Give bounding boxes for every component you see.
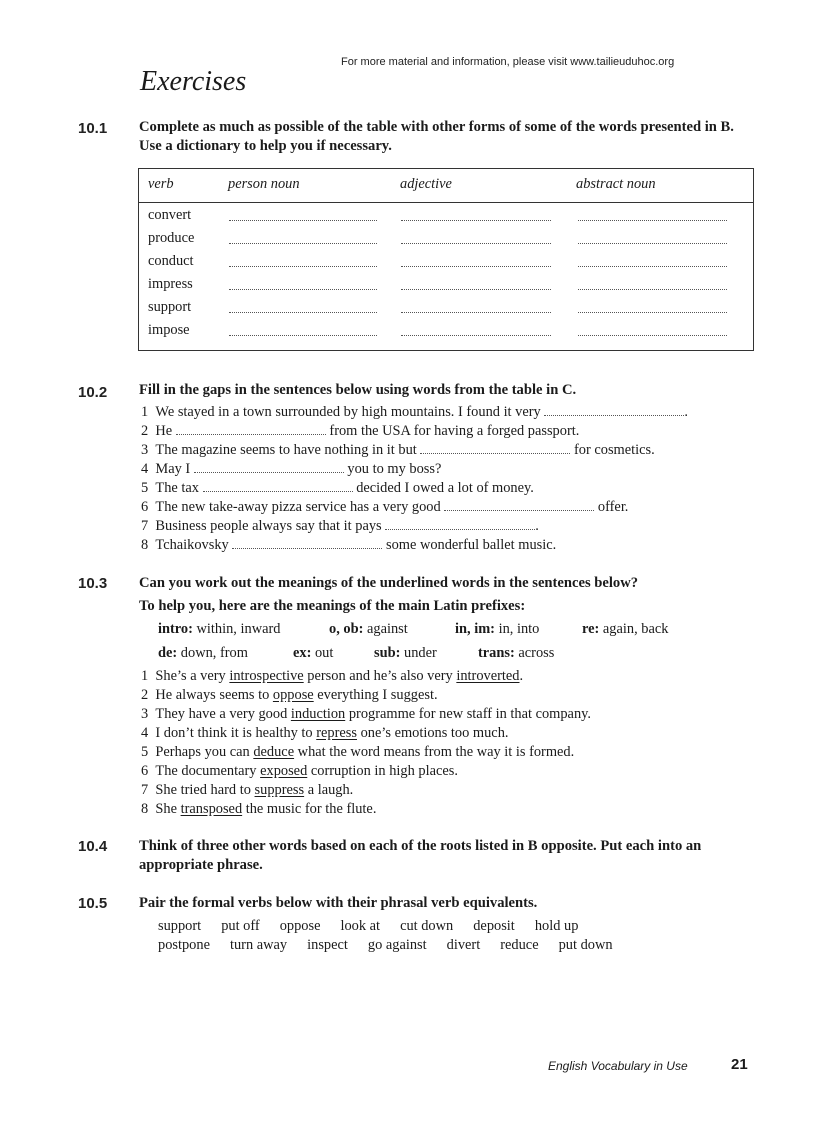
verb-item: inspect [307, 937, 348, 953]
sentence-text: Tchaikovsky [155, 537, 229, 553]
sentence-number: 6 [141, 499, 149, 515]
sentence-number: 8 [141, 537, 149, 553]
underlined-word: suppress [254, 782, 305, 798]
sentence-text: some wonderful ballet music. [385, 537, 557, 553]
verb-item: postpone [158, 937, 210, 953]
prefix-list [158, 620, 280, 639]
prefix-list [582, 620, 668, 639]
word-forms-table [138, 168, 754, 351]
verb-item: deposit [473, 918, 515, 934]
prefix-meaning: against [367, 621, 408, 637]
answer-blank[interactable] [232, 536, 382, 549]
underlined-word: induction [290, 706, 346, 722]
prefix-key: de: [158, 645, 178, 661]
table-row [139, 207, 753, 230]
sentence [141, 536, 556, 555]
answer-blank[interactable] [229, 266, 377, 267]
answer-blank[interactable] [578, 220, 727, 221]
answer-blank[interactable] [420, 441, 570, 454]
sentence [141, 743, 574, 762]
verb-item: divert [446, 937, 481, 953]
answer-blank[interactable] [385, 517, 535, 530]
prefix-key: ex: [293, 645, 312, 661]
table-row-word: impose [148, 322, 190, 338]
answer-blank[interactable] [401, 266, 551, 267]
sentence-text: Perhaps you can [155, 744, 254, 760]
table-row [139, 322, 753, 345]
exercise-instruction: Complete as much as possible of the table with other forms of some of the words presented in B. Use a dictionary to help you if necessary. [139, 119, 734, 154]
verb-item: cut down [400, 918, 454, 934]
sentence-number: 3 [141, 442, 149, 458]
underlined-word: transposed [180, 801, 243, 817]
exercise-subinstruction: To help you, here are the meanings of the main Latin prefixes: [139, 598, 526, 614]
book-title: English Vocabulary in Use [548, 1059, 688, 1073]
answer-blank[interactable] [578, 243, 727, 244]
sentence-number: 1 [141, 668, 149, 684]
verb-item: reduce [500, 937, 539, 953]
prefix-meaning: within, inward [196, 621, 281, 637]
prefix-meaning: again, back [602, 621, 669, 637]
sentence-text: We stayed in a town surrounded by high mountains. I found it very [155, 404, 541, 420]
verb-item: look at [340, 918, 381, 934]
prefix-key: sub: [374, 645, 401, 661]
sentence [141, 800, 376, 819]
sentence [141, 781, 353, 800]
prefix-meaning: in, into [498, 621, 540, 637]
sentence-text: offer. [597, 499, 629, 515]
sentence-text: He always seems to [155, 687, 273, 703]
sentence-text: the music for the flute. [242, 801, 377, 817]
sentence [141, 724, 509, 743]
answer-blank[interactable] [578, 266, 727, 267]
verb-list [158, 917, 598, 936]
table-row-word: support [148, 299, 192, 315]
prefix-meaning: under [404, 645, 437, 661]
sentence-text: one’s emotions too much. [357, 725, 509, 741]
verb-item: hold up [534, 918, 579, 934]
table-header-cell: person noun [228, 176, 300, 192]
answer-blank[interactable] [444, 498, 594, 511]
table-header-cell: abstract noun [576, 176, 656, 192]
table-row-word: convert [148, 207, 192, 223]
exercise-number: 10.3 [78, 575, 108, 592]
table-header [139, 169, 753, 203]
prefix-key: trans: [478, 645, 515, 661]
sentence-number: 5 [141, 744, 149, 760]
prefix-key: intro: [158, 621, 193, 637]
answer-blank[interactable] [578, 335, 727, 336]
prefix-meaning: down, from [180, 645, 248, 661]
exercise-number: 10.4 [78, 838, 108, 855]
sentence-text: what the word means from the way it is formed. [294, 744, 575, 760]
exercise-instruction: Fill in the gaps in the sentences below using words from the table in C. [139, 382, 577, 398]
answer-blank[interactable] [578, 312, 727, 313]
sentence [141, 517, 539, 536]
sentence [141, 705, 591, 724]
sentence [141, 460, 441, 479]
prefix-key: in, im: [455, 621, 495, 637]
sentence [141, 479, 534, 498]
page-title: Exercises [140, 66, 247, 97]
sentence-text: you to my boss? [347, 461, 442, 477]
sentence-text: decided I owed a lot of money. [356, 480, 534, 496]
answer-blank[interactable] [578, 289, 727, 290]
sentence-number: 3 [141, 706, 149, 722]
answer-blank[interactable] [229, 289, 377, 290]
answer-blank[interactable] [401, 289, 551, 290]
sentence-text: The new take-away pizza service has a very good [155, 499, 441, 515]
table-row-word: impress [148, 276, 193, 292]
answer-blank[interactable] [229, 312, 377, 313]
sentence-text: from the USA for having a forged passport. [329, 423, 580, 439]
underlined-word: exposed [260, 763, 308, 779]
sentence [141, 422, 579, 441]
prefix-list [374, 644, 437, 663]
verb-list [158, 936, 633, 955]
sentence-text: The documentary [155, 763, 261, 779]
sentence-number: 5 [141, 480, 149, 496]
answer-blank[interactable] [401, 243, 551, 244]
answer-blank[interactable] [176, 422, 326, 435]
sentence-text: The magazine seems to have nothing in it but [155, 442, 417, 458]
table-row [139, 230, 753, 253]
table-row-word: produce [148, 230, 195, 246]
sentence-text: She’s a very [155, 668, 230, 684]
page-number: 21 [731, 1056, 748, 1073]
prefix-key: re: [582, 621, 600, 637]
table-header-cell: adjective [400, 176, 452, 192]
sentence-number: 7 [141, 782, 149, 798]
sentence-text: everything I suggest. [313, 687, 438, 703]
underlined-word: introverted [456, 668, 520, 684]
table-header-cell: verb [148, 176, 174, 192]
answer-blank[interactable] [194, 460, 344, 473]
sentence-number: 4 [141, 725, 149, 741]
sentence-number: 6 [141, 763, 149, 779]
answer-blank[interactable] [203, 479, 353, 492]
prefix-key: o, ob: [329, 621, 364, 637]
table-row [139, 299, 753, 322]
sentence-text: Business people always say that it pays [155, 518, 382, 534]
sentence-text: corruption in high places. [307, 763, 458, 779]
sentence-text: a laugh. [304, 782, 354, 798]
verb-item: put off [221, 918, 260, 934]
sentence-text: The tax [155, 480, 199, 496]
prefix-list [293, 644, 333, 663]
sentence-text: They have a very good [155, 706, 291, 722]
sentence-text: I don’t think it is healthy to [155, 725, 317, 741]
sentence [141, 686, 438, 705]
table-row [139, 253, 753, 276]
sentence-text: for cosmetics. [574, 442, 655, 458]
verb-item: support [158, 918, 202, 934]
underlined-word: oppose [272, 687, 314, 703]
exercise-number: 10.2 [78, 384, 108, 401]
underlined-word: introspective [229, 668, 304, 684]
sentence-text: . [535, 518, 539, 534]
table-row-word: conduct [148, 253, 194, 269]
answer-blank[interactable] [544, 403, 684, 416]
answer-blank[interactable] [229, 335, 377, 336]
sentence-text: person and he’s also very [303, 668, 457, 684]
exercise-instruction: Think of three other words based on each of the roots listed in B opposite. Put each into an appropriate phrase. [139, 838, 702, 873]
verb-item: turn away [229, 937, 288, 953]
sentence-text: He [155, 423, 173, 439]
sentence-number: 8 [141, 801, 149, 817]
answer-blank[interactable] [401, 220, 551, 221]
sentence [141, 762, 458, 781]
sentence-text: May I [155, 461, 191, 477]
prefix-meaning: across [518, 645, 555, 661]
answer-blank[interactable] [401, 335, 551, 336]
prefix-list [478, 644, 554, 663]
prefix-list [329, 620, 408, 639]
answer-blank[interactable] [229, 220, 377, 221]
sentence-number: 2 [141, 687, 149, 703]
prefix-list [158, 644, 248, 663]
verb-item: go against [367, 937, 427, 953]
prefix-list [455, 620, 539, 639]
sentence-text: She tried hard to [155, 782, 255, 798]
prefix-meaning: out [314, 645, 334, 661]
answer-blank[interactable] [401, 312, 551, 313]
sentence-number: 2 [141, 423, 149, 439]
exercise-number: 10.5 [78, 895, 108, 912]
exercise-instruction: Can you work out the meanings of the underlined words in the sentences below? [139, 575, 639, 591]
sentence-number: 4 [141, 461, 149, 477]
sentence-text: She [155, 801, 181, 817]
answer-blank[interactable] [229, 243, 377, 244]
sentence-text: . [519, 668, 524, 684]
sentence-text: . [684, 404, 688, 420]
verb-item: oppose [279, 918, 321, 934]
exercise-number: 10.1 [78, 120, 108, 137]
table-row [139, 276, 753, 299]
header-note: For more material and information, please visit www.tailieuduhoc.org [341, 56, 675, 68]
underlined-word: repress [316, 725, 357, 741]
sentence-number: 1 [141, 404, 149, 420]
sentence [141, 441, 655, 460]
sentence-text: programme for new staff in that company. [345, 706, 591, 722]
exercise-instruction: Pair the formal verbs below with their phrasal verb equivalents. [139, 895, 538, 911]
sentence [141, 498, 628, 517]
sentence [141, 403, 688, 422]
sentence-number: 7 [141, 518, 149, 534]
underlined-word: deduce [253, 744, 295, 760]
verb-item: put down [558, 937, 613, 953]
sentence [141, 667, 523, 686]
